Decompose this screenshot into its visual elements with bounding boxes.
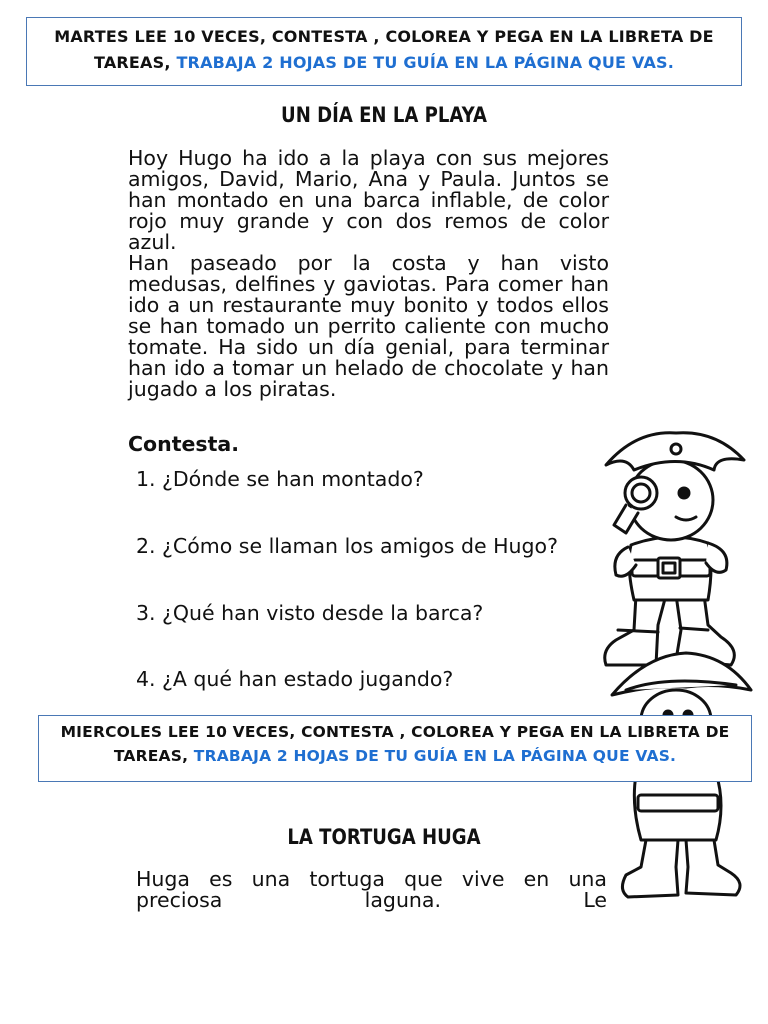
story-paragraph-1: Hoy Hugo ha ido a la playa con sus mejores amigos, David, Mario, Ana y Paula. Juntos se han montado en una barca inflable, de color rojo muy grande y con dos remos de color azul. (128, 146, 609, 254)
instructions-text: MARTES LEE 10 VECES, CONTESTA , COLOREA Y PEGA EN LA LIBRETA DE TAREAS, (54, 27, 714, 72)
question-item: 1. ¿Dónde se han montado? (136, 467, 424, 491)
instructions-text: MIERCOLES LEE 10 VECES, CONTESTA , COLOREA Y PEGA EN LA LIBRETA DE TAREAS, (60, 723, 730, 765)
question-item: 3. ¿Qué han visto desde la barca? (136, 601, 484, 625)
question-item: 2. ¿Cómo se llaman los amigos de Hugo? (136, 534, 558, 558)
story-paragraph-1: Huga es una tortuga que vive en una preciosa laguna. Le (136, 867, 607, 912)
pirate-boy-icon (596, 425, 746, 675)
instructions-guide-text: TRABAJA 2 HOJAS DE TU GUÍA EN LA PÁGINA QUE VAS. (176, 53, 675, 72)
story-title: UN DÍA EN LA PLAYA (281, 103, 487, 127)
story-paragraph-2: Han paseado por la costa y han visto medusas, delfines y gaviotas. Para comer han ido a un restaurante muy bonito y todos ellos se han tomado un perrito caliente con mucho tomate. Ha sido un día genial, para terminar han ido a tomar un helado de chocolate y han jugado a los piratas. (128, 251, 609, 401)
instructions-guide-text: TRABAJA 2 HOJAS DE TU GUÍA EN LA PÁGINA QUE VAS. (193, 747, 677, 765)
story-title: LA TORTUGA HUGA (287, 825, 481, 849)
questions-heading: Contesta. (128, 432, 240, 456)
instructions-box-tuesday (26, 17, 742, 86)
instructions-box-wednesday (38, 715, 752, 782)
question-item: 4. ¿A qué han estado jugando? (136, 667, 454, 691)
